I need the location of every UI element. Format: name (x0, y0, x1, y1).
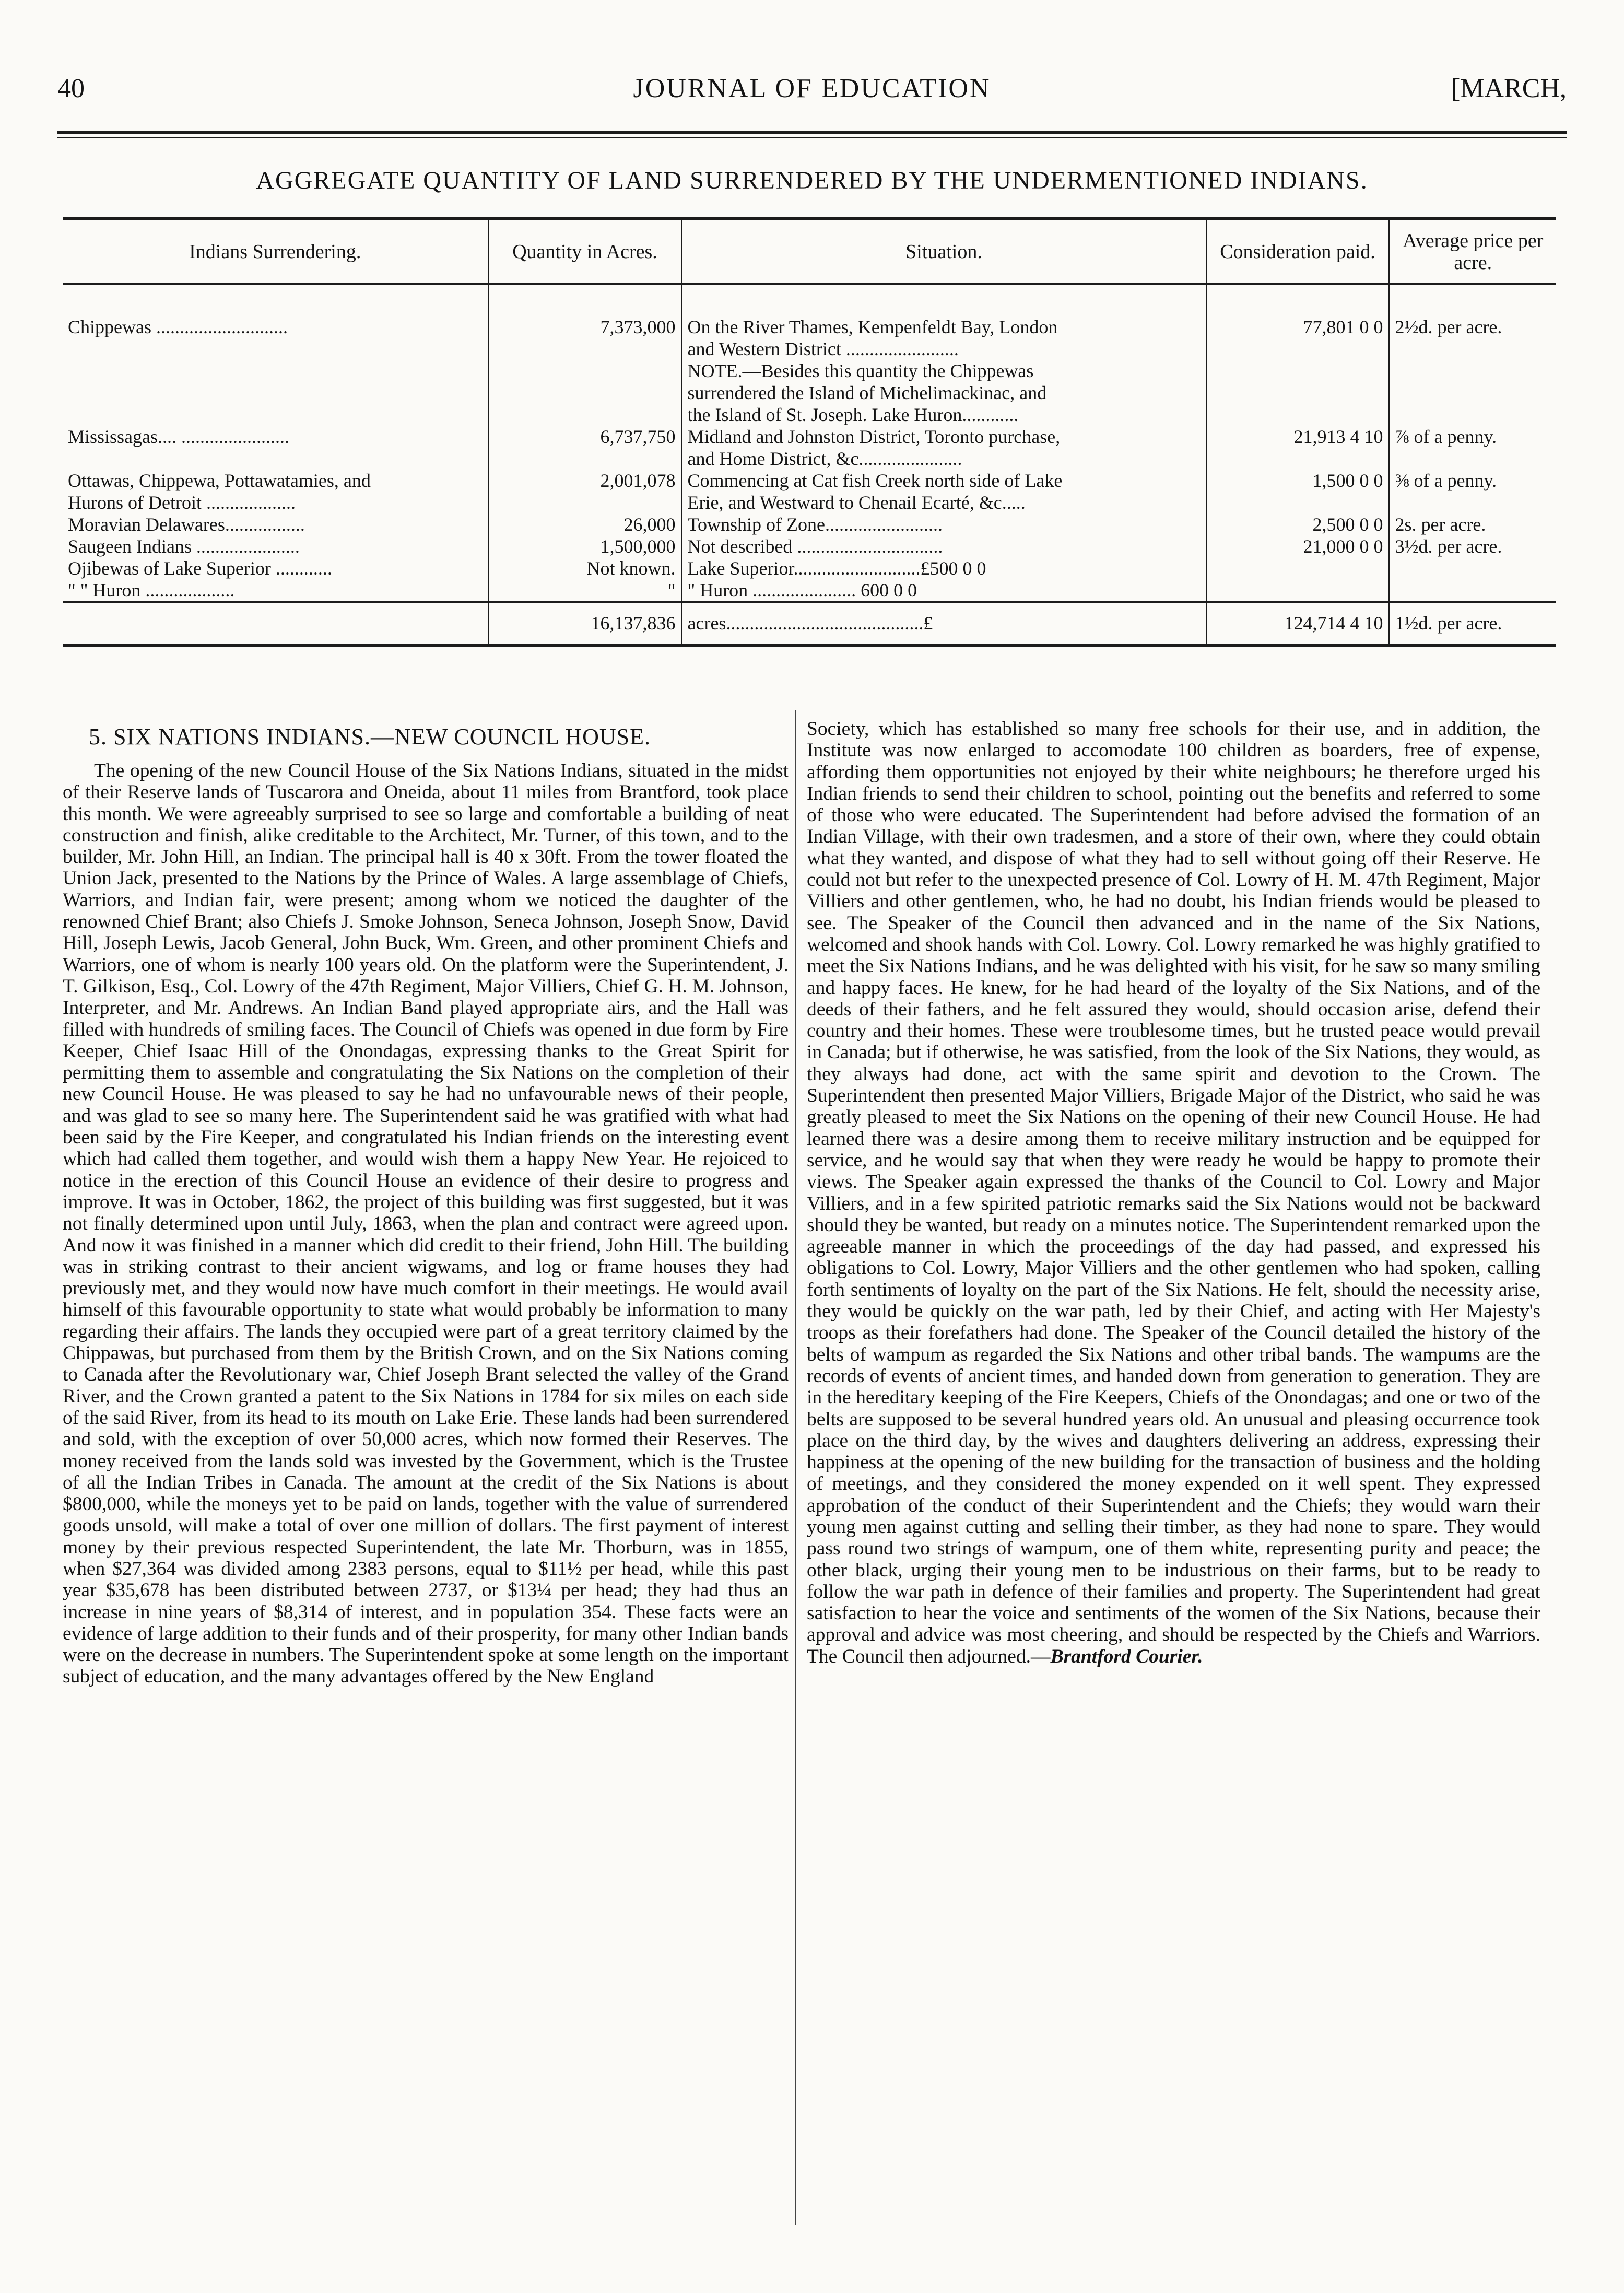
indians-line: Chippewas ............................ (68, 317, 288, 337)
month-label: [MARCH, (1451, 74, 1567, 103)
total-indians-cell (63, 602, 488, 646)
situation-line: surrendered the Island of Michelimackinac, and (687, 382, 1047, 403)
cell-quantity: 7,373,000 (488, 284, 681, 426)
article-right-text: Society, which has established so many free schools for their use, and in addition, the Institute was now enlarged to accomodate 100 children as boarders, free of expense, affording them opportunities not enjoyed by their white neighbours; he therefore urged his Indian friends to send their children to school, pointing out the benefits and referred to some of those who were educated. The Superintendent had before advised the formation of an Indian Village, with their own tradesmen, and a store of their own, where they could obtain what they wanted, and dispose of what they had to sell without going off their Reserve. He could not but refer to the unexpected presence of Col. Lowry of H. M. 47th Regiment, Major Villiers and other gentlemen, who, he had no doubt, his Indian friends would be pleased to see. The Speaker of the Council then advanced and in the name of the Six Nations, welcomed and shook hands with Col. Lowry. Col. Lowry remarked he was highly gratified to meet the Six Nations Indians, and he was delighted with his visit, for he saw so many smiling and happy faces. He knew, for he had heard of the loyalty of the Six Nations, and of the deeds of their fathers, and he felt assured they would, should occasion arise, defend their country and their homes. These were troublesome times, but he trusted peace would prevail in Canada; but if otherwise, he was satisfied, from the look of the Six Nations, they would, as they always had done, act with the same spirit and devotion to the Crown. The Superintendent then presented Major Villiers, Brigade Major of the District, who said he was greatly pleased to meet the Six Nations on the opening of their new Council House. He had learned there was a desire among them to receive military instruction and be equipped for service, and he would say that when they were ready he would be happy to promote their views. The Speaker again expressed the thanks of the Council to Col. Lowry and Major Villiers, and in a few spirited patriotic remarks said the Six Nations would not be backward should they be wanted, but ready on a minutes notice. The Superintendent remarked upon the agreeable manner in which the proceedings of the day had passed, and expressed his obligations to Col. Lowry, Major Villiers and the other gentlemen who had spoken, calling forth sentiments of loyalty on the part of the Six Nations. He felt, should the necessity arise, they would be quickly on the war path, led by their Chief, and acting with Her Majesty's troops as their forefathers had done. The Speaker of the Council detailed the history of the belts of wampum as regarded the Six Nations and other tribal bands. The wampums are the records of events of ancient times, and handed down from generation to generation. They are in the hereditary keeping of the Fire Keepers, Chiefs of the Onondagas; and one or two of the belts are supposed to be several hundred years old. An unusual and pleasing occurrence took place on the third day, by the wives and daughters delivering an address, expressing their happiness at the opening of the new building for the transaction of business and the holding of meetings, and they considered the money expended on it well spent. They expressed approbation of the conduct of their Superintendent and the Chiefs; they would warn their young men against cutting and selling their timber, as they had none to spare. They would pass round two strings of wampum, one of them white, representing purity and peace; the other black, urging their young men to be industrious on their farms, but to be ready to follow the war path in defence of their families and property. The Superintendent had great satisfaction to hear the voice and sentiments of the women of the Six Nations, because their approval and advice was most cheering, and should be respected by the Chiefs and Warriors. The Council then adjourned.— (807, 718, 1540, 1667)
indians-line: Ojibewas of Lake Superior ............ (68, 558, 332, 579)
cell-indians (63, 513, 488, 535)
situation-line: Midland and Johnston District, Toronto purchase, (687, 426, 1061, 447)
situation-line: and Home District, &c...................... (687, 448, 962, 469)
cell-indians (63, 535, 488, 557)
cell-average: 2s. per acre. (1389, 513, 1556, 535)
indians-line: Saugeen Indians ...................... (68, 536, 300, 557)
situation-line: and Western District ........................ (687, 338, 959, 359)
cell-consideration: 21,913 4 10 (1206, 426, 1389, 470)
table-row (63, 535, 1556, 557)
table-row (63, 470, 1556, 513)
table-total-row (63, 602, 1556, 646)
cell-situation (681, 557, 1206, 579)
cell-quantity: " (488, 579, 681, 602)
journal-title: JOURNAL OF EDUCATION (633, 74, 991, 103)
table-header-row (63, 219, 1556, 284)
cell-average: ⅞ of a penny. (1389, 426, 1556, 470)
cell-average: ⅜ of a penny. (1389, 470, 1556, 513)
cell-consideration: 1,500 0 0 (1206, 470, 1389, 513)
table-row (63, 426, 1556, 470)
indians-line: " " Huron ................... (68, 580, 235, 601)
indians-line: Ottawas, Chippewa, Pottawatamies, and (68, 470, 371, 491)
cell-situation (681, 470, 1206, 513)
cell-consideration (1206, 579, 1389, 602)
cell-situation (681, 535, 1206, 557)
col-header-situation: Situation. (681, 219, 1206, 284)
cell-indians (63, 284, 488, 426)
situation-line: Not described ............................... (687, 536, 943, 557)
indians-line: Mississagas.... ....................... (68, 426, 290, 447)
situation-line: Lake Superior...........................£500 0 0 (687, 558, 986, 579)
column-divider (795, 710, 796, 2225)
situation-line: On the River Thames, Kempenfeldt Bay, London (687, 317, 1058, 337)
land-surrender-table (63, 217, 1556, 647)
col-header-quantity: Quantity in Acres. (488, 219, 681, 284)
situation-line: Township of Zone......................... (687, 514, 943, 535)
cell-indians (63, 426, 488, 470)
col-header-indians: Indians Surrendering. (63, 219, 488, 284)
total-consideration: 124,714 4 10 (1206, 602, 1389, 646)
cell-indians (63, 557, 488, 579)
cell-quantity: 26,000 (488, 513, 681, 535)
table-row (63, 513, 1556, 535)
cell-quantity: 1,500,000 (488, 535, 681, 557)
cell-situation (681, 426, 1206, 470)
article-credit: Brantford Courier. (1050, 1645, 1203, 1667)
total-situation: acres..........................................£ (681, 602, 1206, 646)
cell-quantity: Not known. (488, 557, 681, 579)
cell-consideration (1206, 557, 1389, 579)
cell-consideration: 21,000 0 0 (1206, 535, 1389, 557)
header-rule (57, 131, 1567, 134)
cell-consideration: 77,801 0 0 (1206, 284, 1389, 426)
cell-situation (681, 579, 1206, 602)
total-average: 1½d. per acre. (1389, 602, 1556, 646)
total-quantity: 16,137,836 (488, 602, 681, 646)
cell-indians (63, 579, 488, 602)
cell-indians (63, 470, 488, 513)
table-row (63, 284, 1556, 426)
running-header (57, 73, 1567, 115)
cell-situation (681, 284, 1206, 426)
cell-average: 2½d. per acre. (1389, 284, 1556, 426)
cell-consideration: 2,500 0 0 (1206, 513, 1389, 535)
article-right-column (807, 718, 1540, 1667)
header-rule-thin (57, 137, 1567, 138)
table-row (63, 557, 1556, 579)
situation-line: the Island of St. Joseph. Lake Huron............ (687, 404, 1019, 425)
table-row (63, 579, 1556, 602)
cell-quantity: 2,001,078 (488, 470, 681, 513)
indians-line: Moravian Delawares................. (68, 514, 305, 535)
article-heading: 5. SIX NATIONS INDIANS.—NEW COUNCIL HOUSE. (89, 724, 651, 750)
situation-line: " Huron ...................... 600 0 0 (687, 580, 917, 601)
table-title: AGGREGATE QUANTITY OF LAND SURRENDERED BY THE UNDERMENTIONED INDIANS. (256, 167, 1368, 194)
col-header-consideration: Consideration paid. (1206, 219, 1389, 284)
situation-line: Erie, and Westward to Chenail Ecarté, &c..... (687, 492, 1026, 513)
article-left-column: The opening of the new Council House of the Six Nations Indians, situated in the midst of their Reserve lands of Tuscarora and Oneida, about 11 miles from Brantford, took place this month. We were agreeably surprised to see so large and comfortable a building of neat construction and finish, alike creditable to the Architect, Mr. Turner, of this town, and to the builder, Mr. John Hill, an Indian. The principal hall is 40 x 30ft. From the tower floated the Union Jack, presented to the Nations by the Prince of Wales. A large assemblage of Chiefs, Warriors, and Indian fair, were present; among whom we noticed the daughter of the renowned Chief Brant; also Chiefs J. Smoke Johnson, Seneca Johnson, Joseph Snow, David Hill, Joseph Lewis, Jacob General, John Buck, Wm. Green, and other prominent Chiefs and Warriors, one of whom is nearly 100 years old. On the platform were the Superintendent, J. T. Gilkison, Esq., Col. Lowry of the 47th Regiment, Major Villiers, Chief G. H. M. Johnson, Interpreter, and Mr. Andrews. An Indian Band played appropriate airs, and the Hall was filled with hundreds of smiling faces. The Council of Chiefs was opened in due form by Fire Keeper, Chief Isaac Hill of the Onondagas, expressing thanks to the Great Spirit for permitting them to assemble and congratulating the Six Nations on the completion of their new Council House. He was pleased to say he had no unfavourable news of their people, and was glad to see so many here. The Superintendent said he was gratified with what had been said by the Fire Keeper, and congratulated his Indian friends on the interesting event which had called them together, and would wish them a happy New Year. He rejoiced to notice in the erection of this Council House an evidence of their desire to progress and improve. It was in October, 1862, the project of this building was first suggested, but it was not finally determined upon until July, 1863, when the plan and contract were agreed upon. And now it was finished in a manner which did credit to their friend, John Hill. The building was in striking contrast to their ancient wigwams, and log or frame houses they had previously met, and they would now have much comfort in their meetings. He would avail himself of this favourable opportunity to state what would probably be information to many regarding their affairs. The lands they occupied were part of a great territory claimed by the Chippawas, but purchased from them by the British Crown, and on the Six Nations coming to Canada after the Revolutionary war, Chief Joseph Brant selected the valley of the Grand River, and the Crown granted a patent to the Six Nations in 1784 for six miles on each side of the said River, from its head to its mouth on Lake Erie. These lands had been surrendered and sold, with the exception of over 50,000 acres, which now formed their Reserves. The money received from the lands sold was invested by the Government, which is the Trustee of all the Indian Tribes in Canada. The amount at the credit of the Six Nations is about $800,000, while the moneys yet to be paid on lands, together with the value of surrendered goods unsold, will make a total of over one million of dollars. The first payment of interest money by their previous respected Superintendent, the late Mr. Thorburn, was in 1855, when $27,364 was divided among 2383 persons, equal to $11½ per head, while this past year $35,678 has been distributed between 2737, or $13¼ per head; they had thus an increase in nine years of $8,314 of interest, and in population 354. These facts were an evidence of large addition to their funds and of their prosperity, for many other Indian bands were on the decrease in numbers. The Superintendent spoke at some length on the important subject of education, and the many advantages offered by the New England (63, 760, 789, 1688)
situation-line: NOTE.—Besides this quantity the Chippewas (687, 360, 1034, 381)
situation-line: Commencing at Cat fish Creek north side of Lake (687, 470, 1063, 491)
cell-quantity: 6,737,750 (488, 426, 681, 470)
page-number: 40 (57, 74, 85, 103)
cell-situation (681, 513, 1206, 535)
cell-average: 3½d. per acre. (1389, 535, 1556, 557)
cell-average (1389, 579, 1556, 602)
col-header-average: Average price per acre. (1389, 219, 1556, 284)
table-body (63, 284, 1556, 602)
indians-line: Hurons of Detroit ................... (68, 492, 296, 513)
cell-average (1389, 557, 1556, 579)
